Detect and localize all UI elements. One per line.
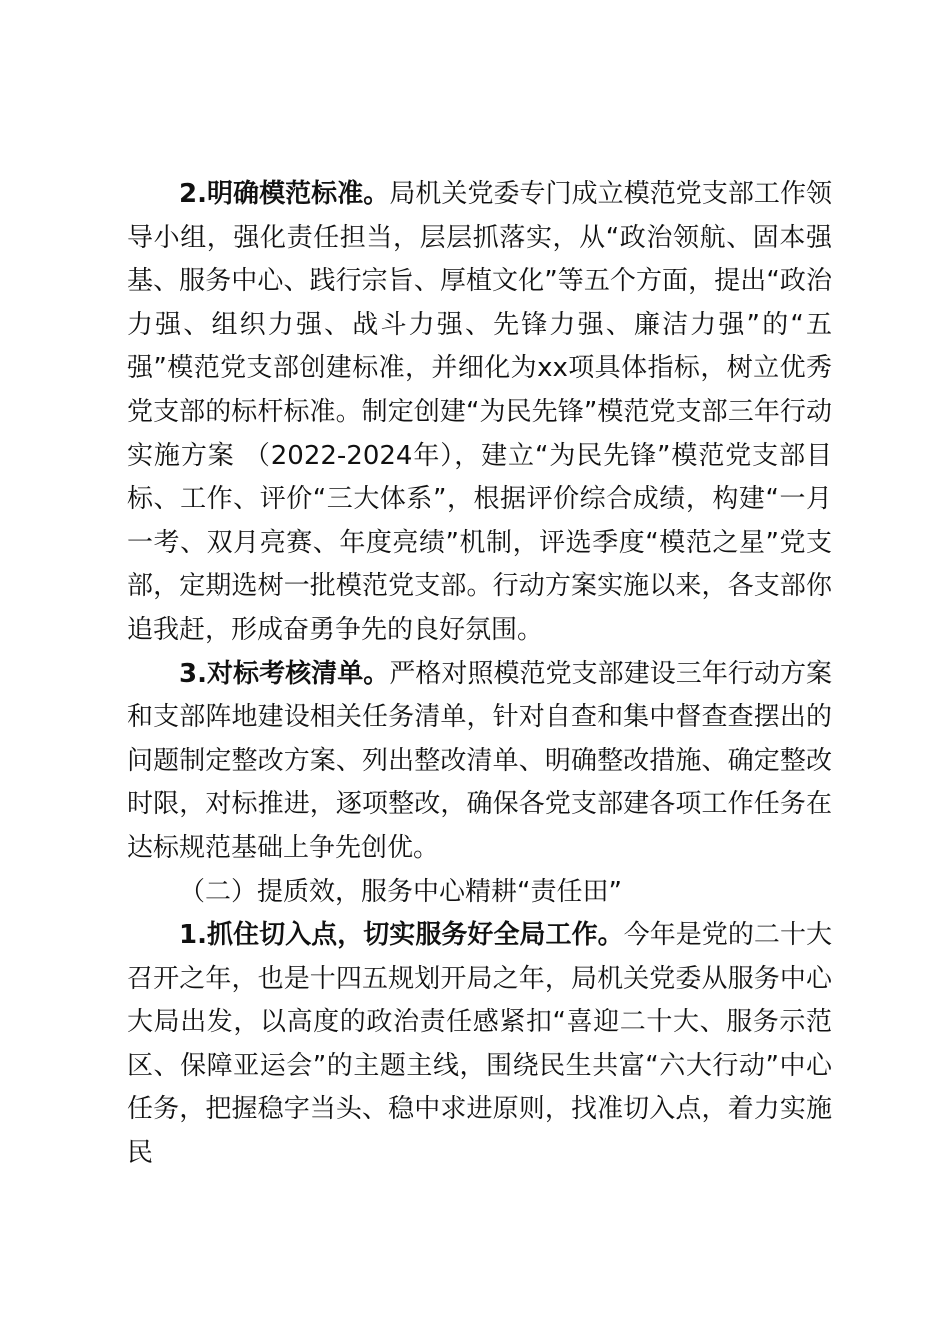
- paragraph-clarify-standards: [127, 173, 832, 653]
- paragraph-lead: 1.抓住切入点，切实服务好全局工作。: [179, 920, 624, 951]
- paragraph-text: 今年是党的二十大召开之年，也是十四五规划开局之年，局机关党委从服务中心大局出发，以高度的政治责任感紧扣“喜迎二十大、服务示范区、保障亚运会”的主题主线，围绕民生共富“六大行动”中心任务，把握稳字当头、稳中求进原则，找准切入点，着力实施民: [127, 920, 832, 1169]
- document-body: [127, 173, 832, 1176]
- paragraph-text: 严格对照模范党支部建设三年行动方案和支部阵地建设相关任务清单，针对自查和集中督查查摆出的问题制定整改方案、列出整改清单、明确整改措施、确定整改时限，对标推进，逐项整改，确保各党支部建各项工作任务在达标规范基础上争先创优。: [127, 658, 832, 863]
- paragraph-lead: 2.明确模范标准。: [179, 179, 390, 209]
- paragraph-text: 局机关党委专门成立模范党支部工作领导小组，强化责任担当，层层抓落实，从“政治领航、固本强基、服务中心、践行宗旨、厚植文化”等五个方面，提出“政治力强、组织力强、战斗力强、先锋力强、廉洁力强”的“五强”模范党支部创建标准，并细化为xx项具体指标，树立优秀党支部的标杆标准。制定创建“为民先锋”模范党支部三年行动实施方案 （2022-2024年），建立“为民先锋”模范党支部目标、工作、评价“三大体系”，根据评价综合成绩，构建“一月一考、双月亮赛、年度亮绩”机制，评选季度“模范之星”党支部，定期选树一批模范党支部。行动方案实施以来，各支部你追我赶，形成奋勇争先的良好氛围。: [127, 179, 832, 645]
- paragraph-entry-point: [127, 914, 832, 1176]
- paragraph-benchmark-checklist: [127, 653, 832, 871]
- section-heading: （二）提质效，服务中心精耕“责任田”: [179, 876, 622, 907]
- paragraph-lead: 3.对标考核清单。: [179, 658, 390, 689]
